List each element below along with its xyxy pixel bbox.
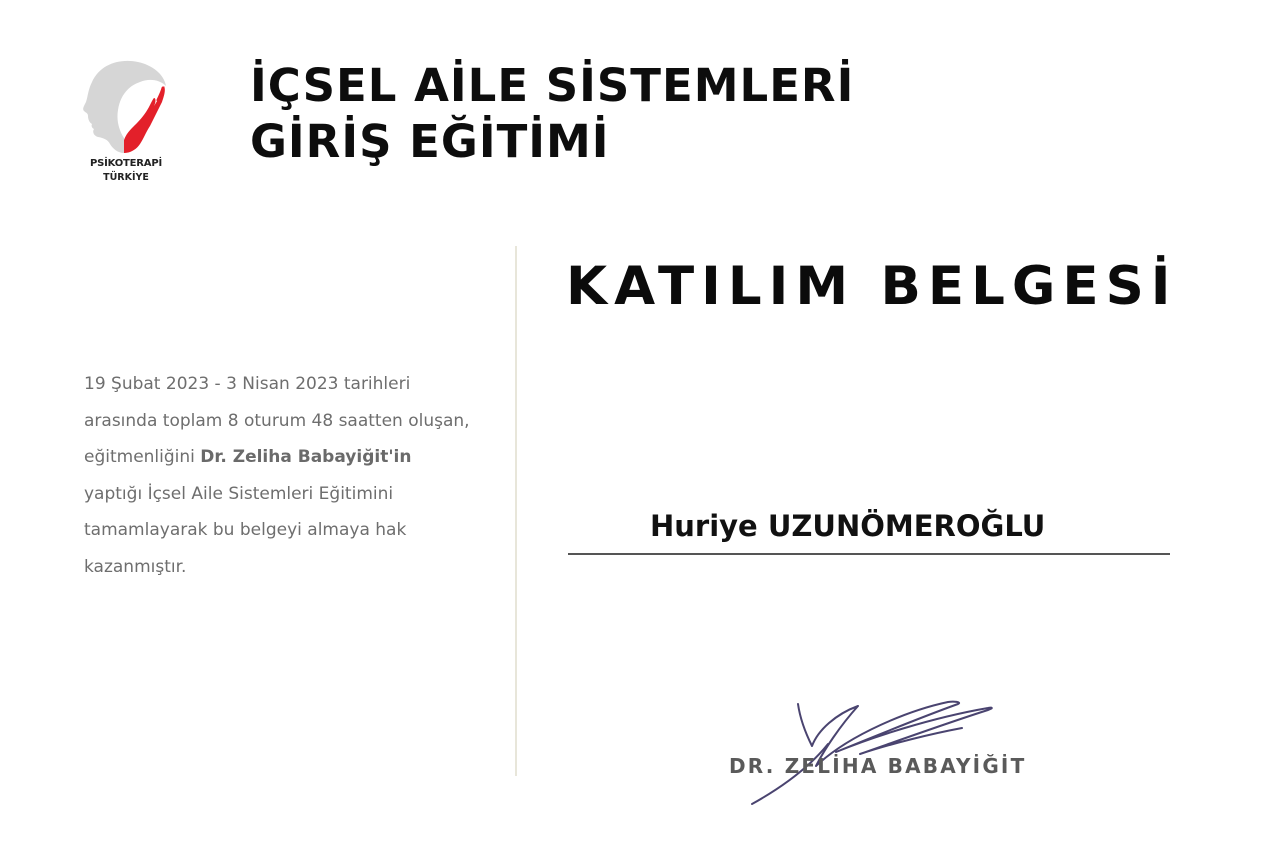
description-text-part-1: 19 Şubat 2023 - 3 Nisan 2023 tarihleri arasında toplam 8 oturum 48 saatten oluşan, eğitmenliğini [84, 374, 470, 468]
logo-text-psikoterapi: PSİKOTERAPİ [90, 158, 162, 169]
description-text-part-2: yaptığı İçsel Aile Sistemleri Eğitimini tamamlayarak bu belgeyi almaya hak kazanmıştır. [84, 483, 407, 577]
training-title-line-2: GİRİŞ EĞİTİMİ [250, 115, 610, 168]
recipient-name: Huriye UZUNÖMEROĞLU [650, 509, 1046, 543]
recipient-underline [568, 553, 1170, 555]
vertical-divider [515, 246, 517, 776]
psikoterapi-turkiye-logo [80, 56, 172, 188]
head-with-hand-icon [80, 56, 172, 156]
training-title [250, 58, 854, 170]
training-title-line-1: İÇSEL AİLE SİSTEMLERİ [250, 59, 855, 112]
certificate-heading: KATILIM BELGESİ [566, 256, 1178, 317]
recipient-block [568, 504, 1170, 552]
certificate-description [84, 366, 474, 586]
description-instructor-name: Dr. Zeliha Babayiğit'in [200, 447, 412, 468]
logo-text-turkiye: TÜRKİYE [103, 172, 149, 183]
signer-name: DR. ZELİHA BABAYİĞİT [729, 754, 1027, 778]
